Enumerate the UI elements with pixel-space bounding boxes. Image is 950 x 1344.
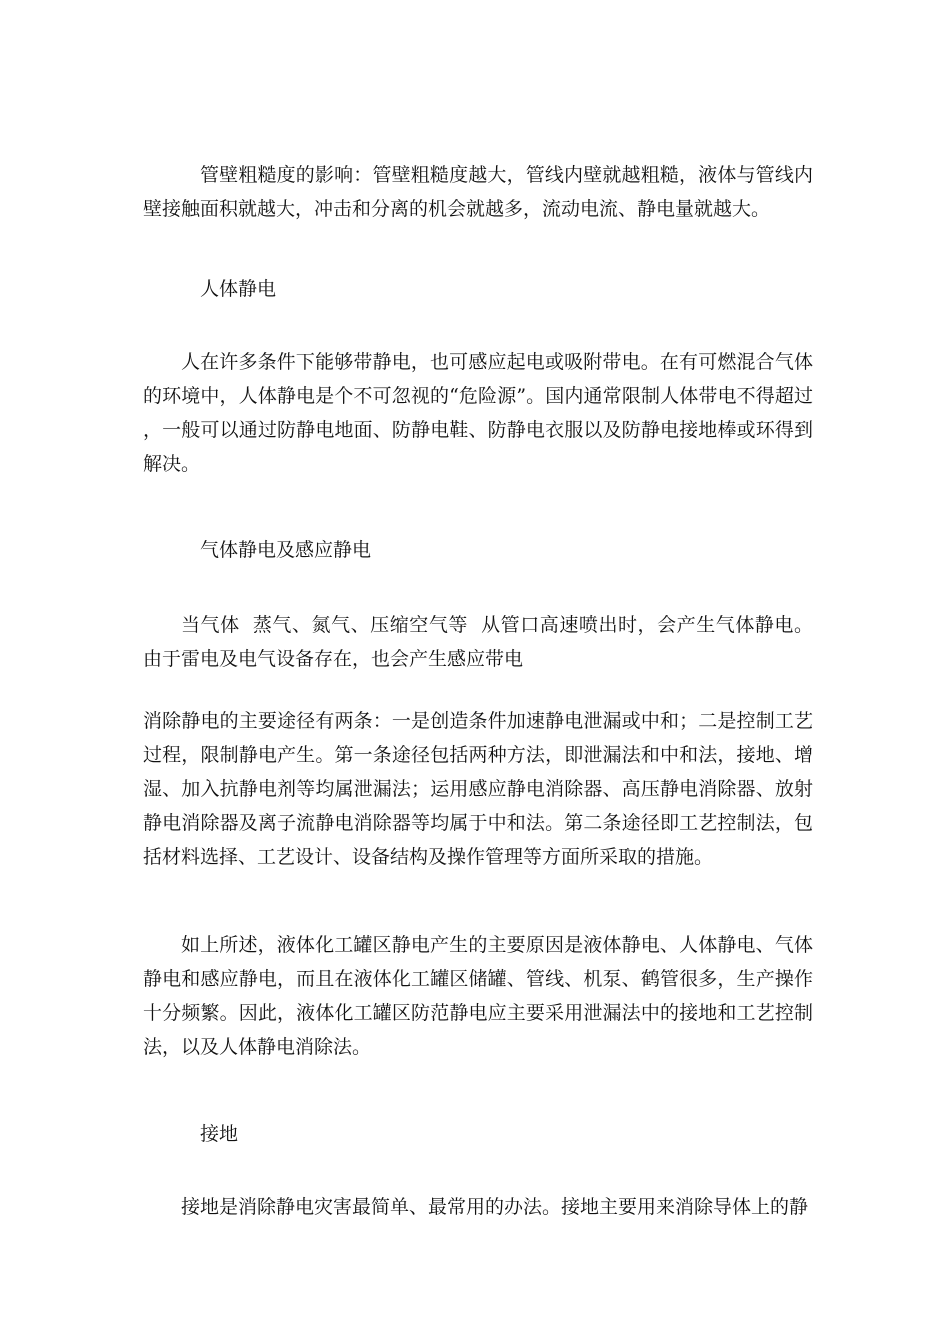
paragraph-human-static: 人在许多条件下能够带静电，也可感应起电或吸附带电。在有可燃混合气体的环境中，人体静电是个不可忽视的“危险源”。国内通常限制人体带电不得超过 ，一般可以通过防静电地面、防静电鞋、防静电衣服以及防静电接地棒或环得到解决。 bbox=[143, 351, 874, 475]
paragraph-summary: 如上所述，液体化工罐区静电产生的主要原因是液体静电、人体静电、气体静电和感应静电，而且在液体化工罐区储罐、管线、机泵、鹤管很多，生产操作十分频繁。因此，液体化工罐区防范静电应主要采用泄漏法中的接地和工艺控制法，以及人体静电消除法。 bbox=[143, 934, 813, 1058]
paragraph-gas-static: 当气体 蒸气、氮气、压缩空气等 从管口高速喷出时，会产生气体静电。由于雷电及电气设备存在，也会产生感应带电 bbox=[143, 614, 813, 670]
paragraph-pipe-roughness: 管壁粗糙度的影响：管壁粗糙度越大，管线内壁就越粗糙，液体与管线内壁接触面积就越大，冲击和分离的机会就越多，流动电流、静电量就越大。 bbox=[143, 164, 813, 220]
paragraph-static-elimination: 消除静电的主要途径有两条：一是创造条件加速静电泄漏或中和；二是控制工艺过程，限制静电产生。第一条途径包括两种方法，即泄漏法和中和法，接地、增湿、加入抗静电剂等均属泄漏法；运用感应静电消除器、高压静电消除器、放射静电消除器及离子流静电消除器等均属于中和法。第二条途径即工艺控制法，包括材料选择、工艺设计、设备结构及操作管理等方面所采取的措施。 bbox=[143, 710, 813, 868]
heading-grounding: 接地 bbox=[200, 1123, 239, 1145]
heading-gas-induced-static: 气体静电及感应静电 bbox=[200, 539, 372, 561]
paragraph-grounding: 接地是消除静电灾害最简单、最常用的办法。接地主要用来消除导体上的静 bbox=[181, 1196, 809, 1218]
heading-human-static: 人体静电 bbox=[200, 278, 277, 300]
